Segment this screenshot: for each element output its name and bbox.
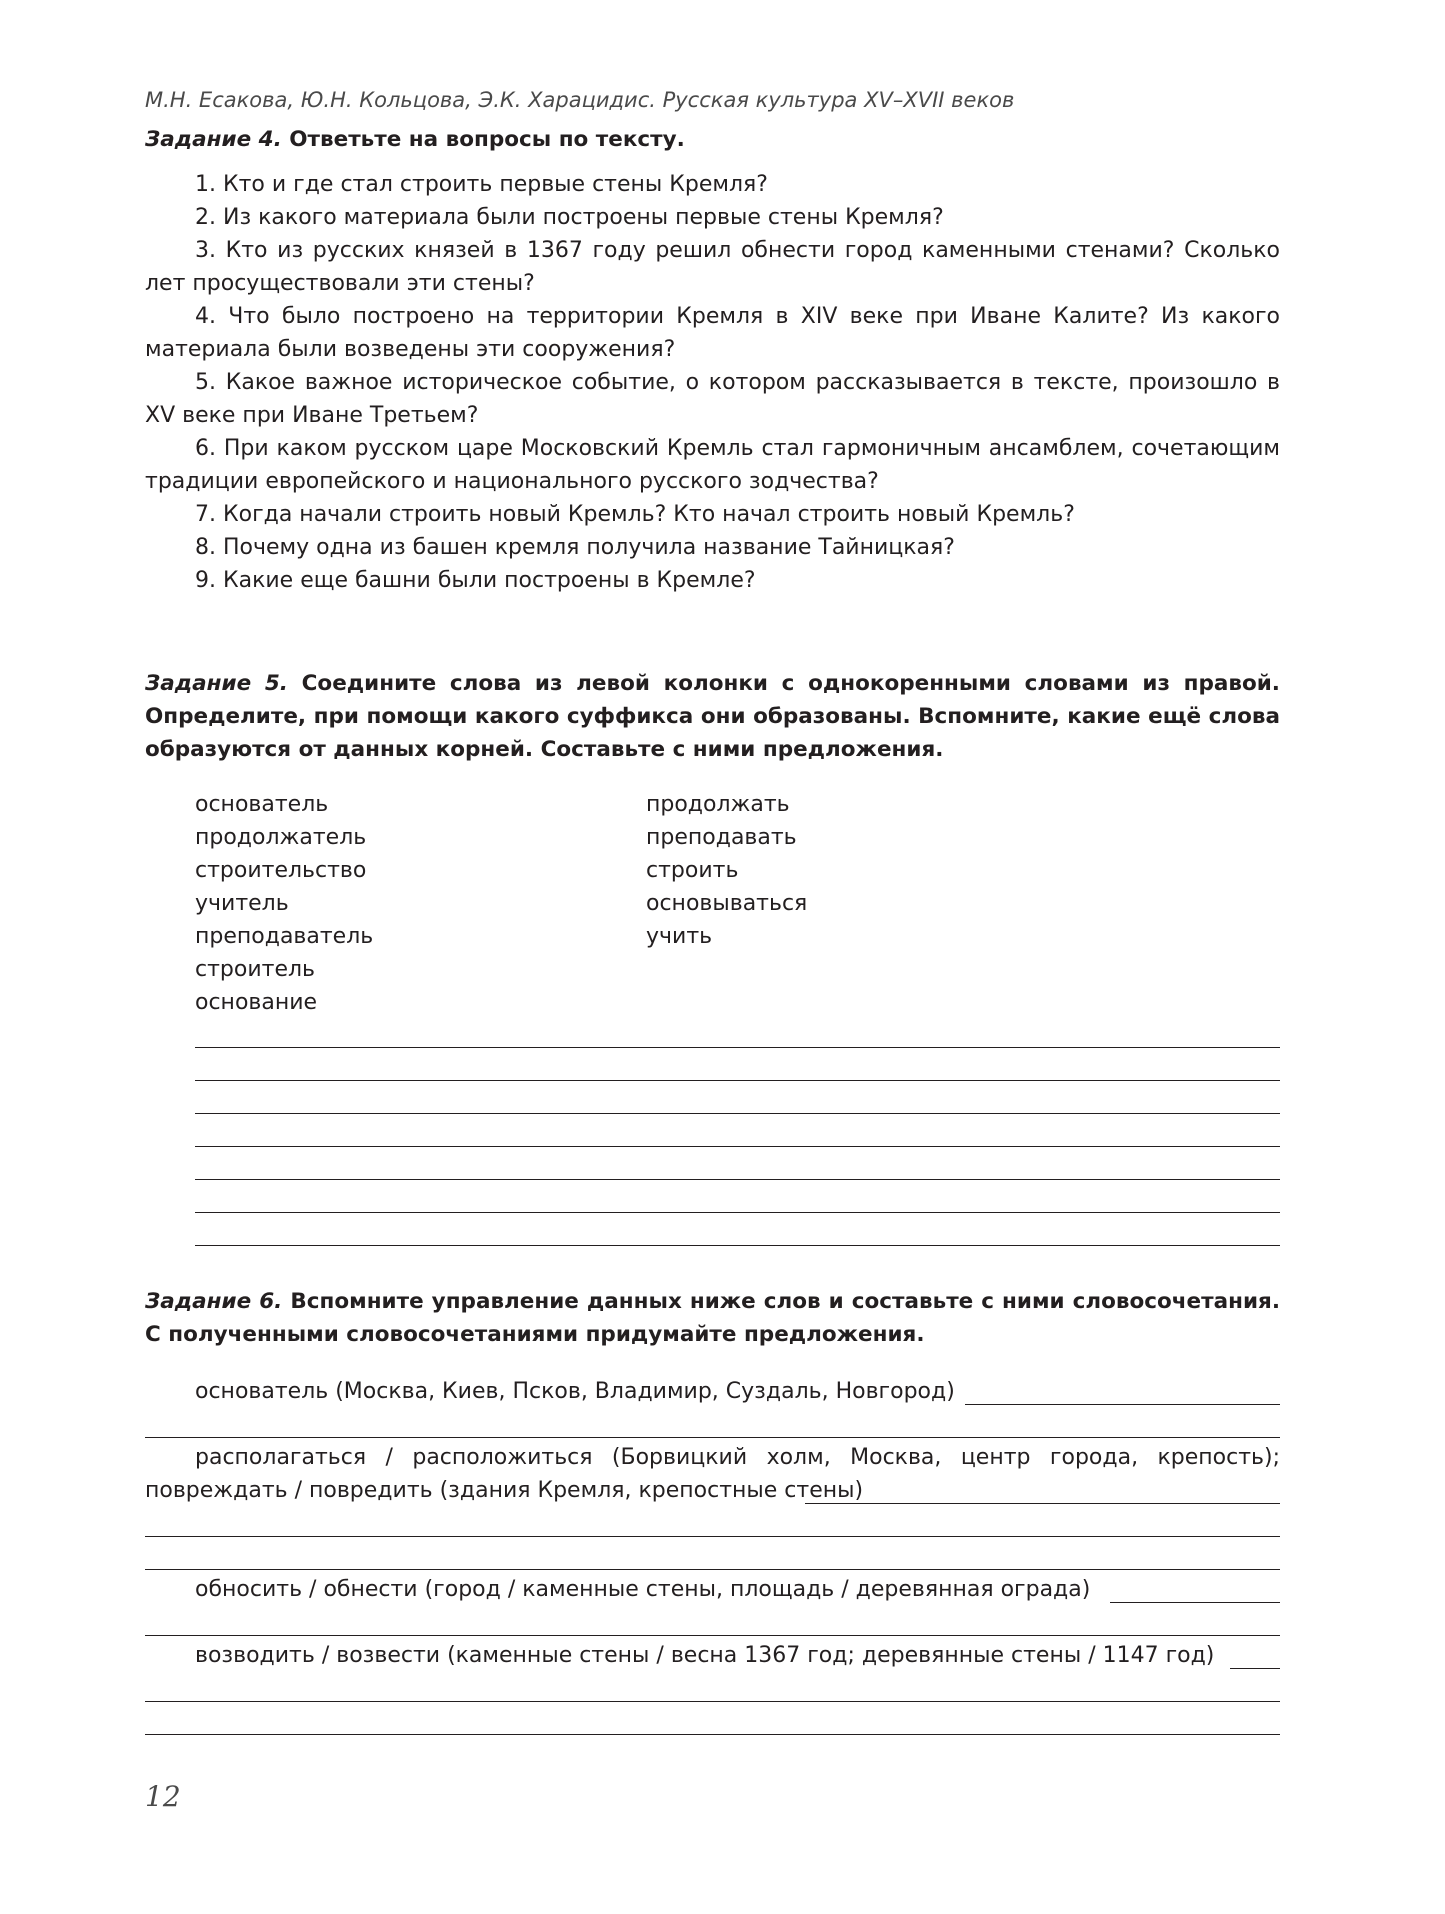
- task-6-item-3: обносить / обнести (город / каменные стены, площадь / деревянная ограда): [195, 1577, 1091, 1602]
- question-4: 4. Что было построено на территории Кремля в XIV веке при Иване Калите? Из какого материала были возведены эти сооружения?: [145, 304, 1280, 362]
- question-3: 3. Кто из русских князей в 1367 году решил обнести город каменными стенами? Сколько лет просуществовали эти стены?: [145, 238, 1280, 296]
- task-4-number: Задание 4.: [145, 127, 282, 152]
- left-word: продолжатель: [195, 825, 367, 850]
- answer-line[interactable]: [145, 1569, 1280, 1570]
- right-word: преподавать: [646, 825, 797, 850]
- answer-line[interactable]: [195, 1212, 1280, 1213]
- left-word: учитель: [195, 891, 289, 916]
- left-word: строитель: [195, 957, 316, 982]
- answer-line[interactable]: [195, 1047, 1280, 1048]
- answer-line[interactable]: [145, 1701, 1280, 1702]
- answer-line[interactable]: [145, 1536, 1280, 1537]
- answer-line[interactable]: [195, 1179, 1280, 1180]
- task-6-instruction: Вспомните управление данных ниже слов и составьте с ними словосочетания. С полученными словосочетаниями придумайте предложения.: [145, 1289, 1280, 1347]
- answer-line[interactable]: [195, 1146, 1280, 1147]
- task-4-instruction: Ответьте на вопросы по тексту.: [281, 127, 685, 152]
- right-word: основываться: [646, 891, 808, 916]
- task-6-item-2: располагаться / расположиться (Борвицкий холм, Москва, центр города, крепость); повреждать / повредить (здания Кремля, крепостные стены): [145, 1445, 1280, 1503]
- answer-line[interactable]: [1230, 1668, 1280, 1669]
- right-word: продолжать: [646, 792, 790, 817]
- question-5: 5. Какое важное историческое событие, о котором рассказывается в тексте, произошло в XV веке при Иване Третьем?: [145, 370, 1280, 428]
- question-1: 1. Кто и где стал строить первые стены Кремля?: [195, 172, 768, 197]
- left-word: преподаватель: [195, 924, 374, 949]
- left-word: основатель: [195, 792, 329, 817]
- task-5-number: Задание 5.: [145, 671, 288, 696]
- question-8: 8. Почему одна из башен кремля получила название Тайницкая?: [195, 535, 955, 560]
- left-word: строительство: [195, 858, 367, 883]
- left-word: основание: [195, 990, 318, 1015]
- right-word: строить: [646, 858, 739, 883]
- task-6-number: Задание 6.: [145, 1289, 283, 1314]
- answer-line[interactable]: [145, 1437, 1280, 1438]
- answer-line[interactable]: [195, 1080, 1280, 1081]
- answer-line[interactable]: [805, 1503, 1280, 1504]
- task-6-item-4: возводить / возвести (каменные стены / весна 1367 год; деревянные стены / 1147 год): [195, 1643, 1215, 1668]
- page-number: 12: [145, 1780, 181, 1813]
- answer-line[interactable]: [195, 1113, 1280, 1114]
- running-head: М.Н. Есакова, Ю.Н. Кольцова, Э.К. Харацидис. Русская культура XV–XVII веков: [145, 88, 1015, 112]
- question-9: 9. Какие еще башни были построены в Кремле?: [195, 568, 756, 593]
- right-word: учить: [646, 924, 713, 949]
- answer-line[interactable]: [145, 1635, 1280, 1636]
- answer-line[interactable]: [1110, 1602, 1280, 1603]
- task-5-title: [145, 667, 1280, 766]
- task-6-title: [145, 1285, 1280, 1351]
- task-6-item-1: основатель (Москва, Киев, Псков, Владимир, Суздаль, Новгород): [195, 1379, 955, 1404]
- answer-line[interactable]: [965, 1404, 1280, 1405]
- answer-line[interactable]: [145, 1734, 1280, 1735]
- answer-line[interactable]: [195, 1245, 1280, 1246]
- question-7: 7. Когда начали строить новый Кремль? Кто начал строить новый Кремль?: [195, 502, 1075, 527]
- task-4-title: [145, 123, 1280, 156]
- question-6: 6. При каком русском царе Московский Кремль стал гармоничным ансамблем, сочетающим традиции европейского и национального русского зодчества?: [145, 436, 1280, 494]
- question-2: 2. Из какого материала были построены первые стены Кремля?: [195, 205, 944, 230]
- task-5-instruction: Соедините слова из левой колонки с однокоренными словами из правой. Определите, при помощи какого суффикса они образованы. Вспомните, какие ещё слова образуются от данных корней. Составьте с ними предложения.: [145, 671, 1280, 762]
